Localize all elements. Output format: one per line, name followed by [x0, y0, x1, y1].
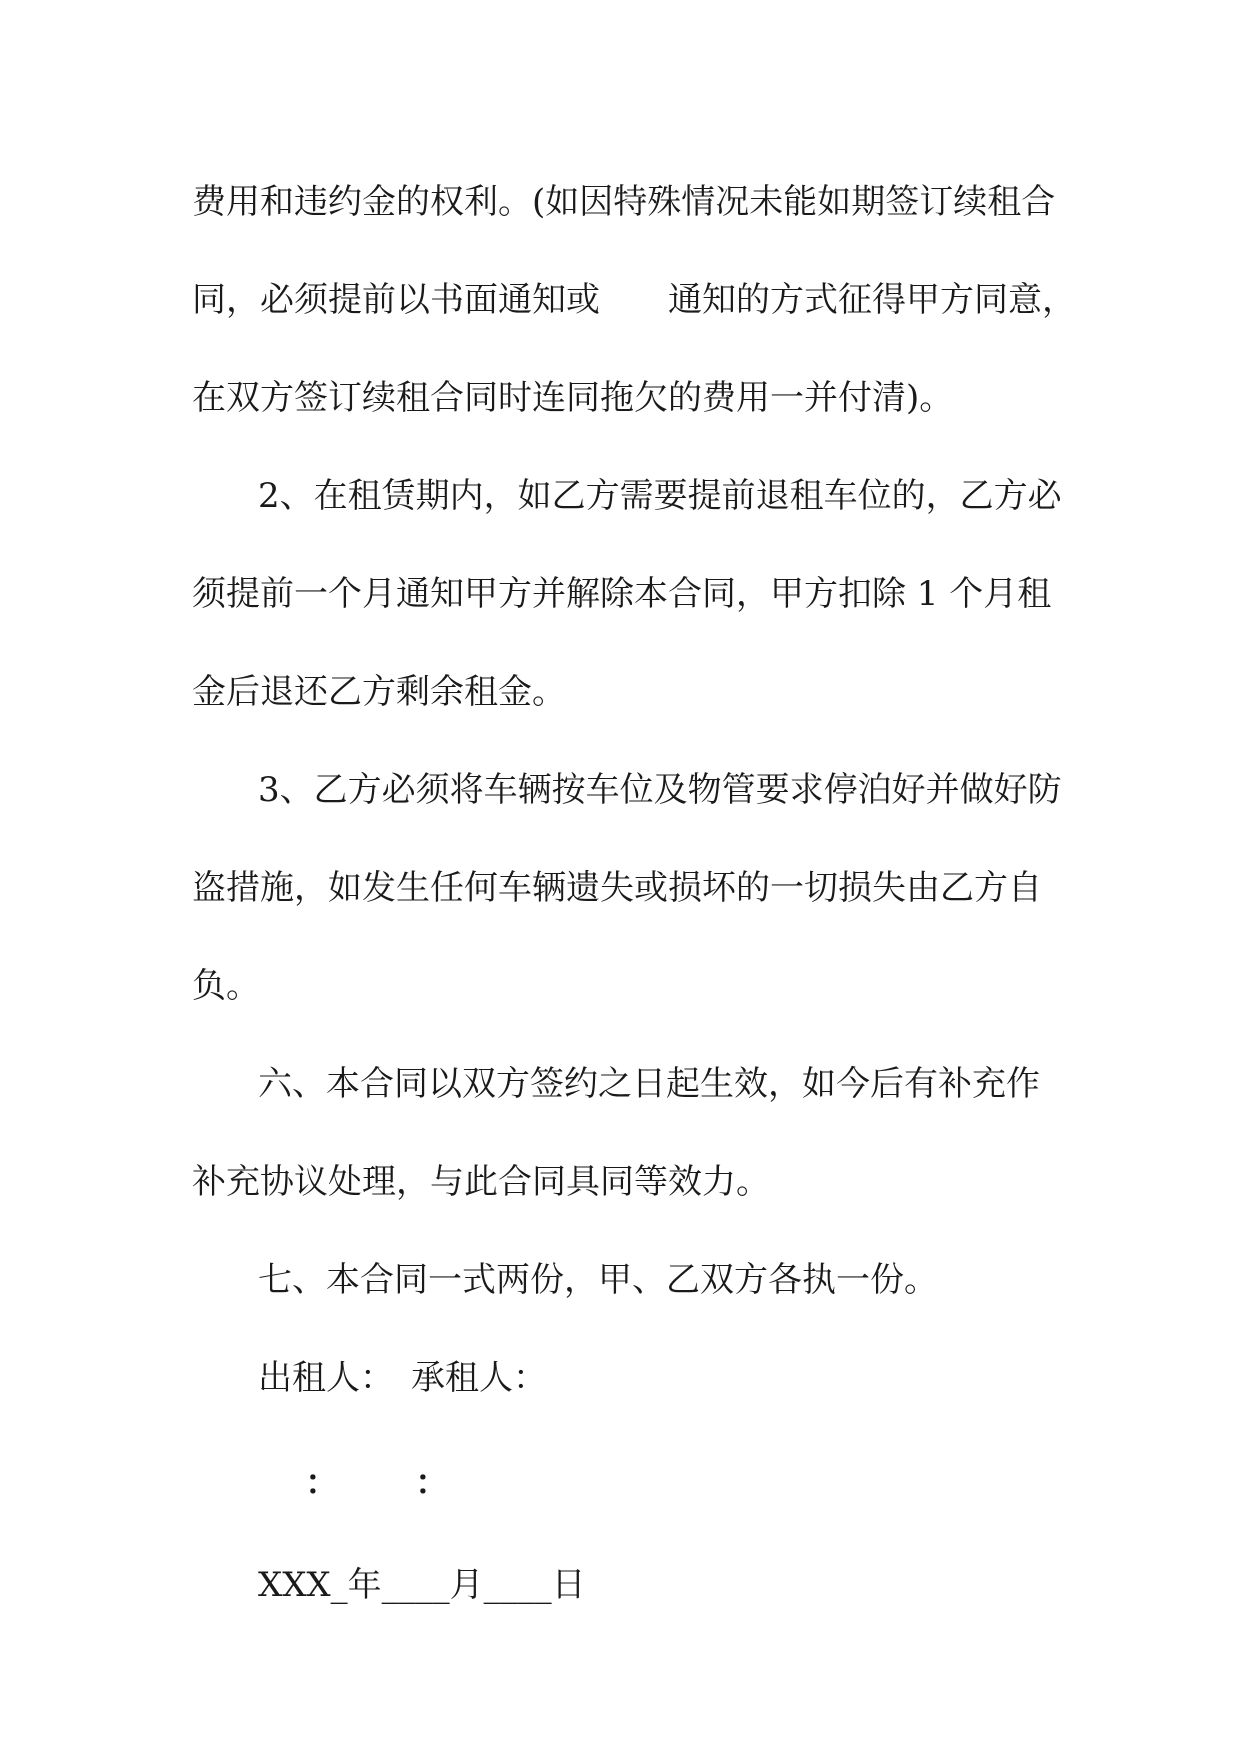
signature-colons — [305, 1463, 449, 1503]
section-6-line-2: 补充协议处理，与此合同具同等效力。 — [192, 1162, 770, 1202]
signature-colon-lessee: ： — [415, 1463, 449, 1503]
section-6-line-1: 六、本合同以双方签约之日起生效，如今后有补充作 — [258, 1064, 1040, 1104]
clause-2-line-3: 金后退还乙方剩余租金。 — [192, 672, 566, 712]
clause-continuation-line-1: 费用和违约金的权利。(如因特殊情况未能如期签订续租合 — [192, 182, 1056, 222]
clause-2-line-1: 2、在租赁期内，如乙方需要提前退租车位的，乙方必 — [258, 476, 1062, 516]
clause-2-line-2: 须提前一个月通知甲方并解除本合同，甲方扣除 1 个月租 — [192, 574, 1052, 614]
signature-parties-line: 出租人： 承租人： — [258, 1358, 547, 1398]
clause-3-line-1: 3、乙方必须将车辆按车位及物管要求停泊好并做好防 — [258, 770, 1062, 810]
signature-colon-lessor: ： — [305, 1463, 339, 1503]
date-line: XXX_年____月____日 — [258, 1565, 586, 1605]
clause-continuation-line-3: 在双方签订续租合同时连同拖欠的费用一并付清)。 — [192, 378, 954, 418]
clause-3-line-3: 负。 — [192, 966, 260, 1006]
section-7-line: 七、本合同一式两份，甲、乙双方各执一份。 — [258, 1260, 938, 1300]
clause-3-line-2: 盗措施，如发生任何车辆遗失或损坏的一切损失由乙方自 — [192, 868, 1042, 908]
clause-continuation-line-2: 同，必须提前以书面通知或 通知的方式征得甲方同意， — [192, 280, 1076, 320]
